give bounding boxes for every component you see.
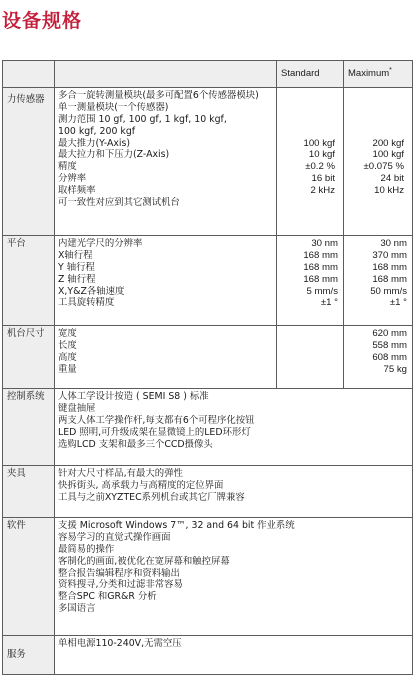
value-line: ±0.2 %	[305, 161, 335, 173]
value-line	[280, 340, 338, 352]
feature-list	[55, 466, 413, 518]
maximum-values	[344, 236, 413, 326]
value-line: 50 mm/s	[370, 285, 407, 297]
feature-line: 工具旋转精度	[58, 297, 115, 309]
value-line	[280, 328, 338, 340]
feature-line: X,Y&Z各轴速度	[58, 285, 125, 297]
category-cell	[3, 466, 55, 518]
value-line	[280, 197, 335, 209]
standard-values	[277, 236, 344, 326]
value-line: 168 mm	[303, 261, 338, 273]
feature-list	[55, 636, 413, 675]
section-row-software	[3, 518, 413, 636]
value-line: 75 kg	[383, 363, 407, 375]
section-row-service	[3, 636, 413, 675]
feature-list	[55, 88, 277, 236]
feature-line: Z 轴行程	[58, 273, 96, 285]
value-line	[280, 126, 335, 138]
spec-table	[2, 60, 413, 675]
value-line	[280, 90, 335, 102]
feature-line: 容易学习的直觉式操作画面	[58, 531, 171, 543]
category-cell	[3, 518, 55, 636]
value-line: 168 mm	[372, 261, 407, 273]
category-label: 力传感器	[7, 94, 45, 105]
section-row-control-system	[3, 389, 413, 466]
value-line: 168 mm	[303, 273, 338, 285]
value-line: 10 kHz	[374, 185, 404, 197]
feature-line: 键盘抽屉	[58, 402, 96, 414]
feature-line: Y 轴行程	[58, 261, 95, 273]
feature-line: 单相电源110-240V,无需空压	[58, 638, 182, 649]
feature-line: 工具与之前XYZTEC系列机台或其它厂牌兼容	[58, 491, 245, 503]
section-row-fixture	[3, 466, 413, 518]
feature-line: X轴行程	[58, 249, 93, 261]
value-line: 370 mm	[372, 249, 407, 261]
value-line: 10 kgf	[308, 149, 335, 161]
standard-values	[277, 326, 344, 389]
value-line: 200 kgf	[372, 137, 404, 149]
category-label: 平台	[7, 238, 26, 249]
feature-line: 多合一旋转测量模块(最多可配置6个传感器模块)	[58, 90, 259, 101]
value-line: 100 kgf	[303, 137, 335, 149]
category-cell	[3, 636, 55, 675]
feature-line: 最大拉力和下压力(Z-Axis)	[58, 149, 170, 161]
value-line	[347, 102, 404, 114]
feature-line: LED 照明,可升级成架在显微镜上的LED环形灯	[58, 426, 251, 438]
value-line	[280, 352, 338, 364]
feature-line: 支援 Microsoft Windows 7™, 32 and 64 bit 作业系统	[58, 520, 295, 531]
value-line: ±0.075 %	[363, 161, 404, 173]
header-blank-cell	[55, 61, 277, 88]
feature-line: 分辨率	[58, 173, 87, 185]
value-line	[347, 114, 404, 126]
feature-line: 整合报告编辑程序和资料输出	[58, 567, 180, 579]
maximum-label: Maximum	[348, 68, 390, 80]
feature-list	[55, 518, 413, 636]
feature-line: 长度	[58, 339, 77, 351]
feature-line: 宽度	[58, 328, 77, 339]
maximum-values	[344, 88, 413, 236]
feature-line: 可一致性对应到其它测试机台	[58, 197, 180, 209]
value-line: 168 mm	[372, 273, 407, 285]
feature-line: 重量	[58, 363, 77, 375]
header-blank-cell	[3, 61, 55, 88]
value-line: 168 mm	[303, 249, 338, 261]
maximum-values	[344, 326, 413, 389]
standard-label: Standard	[281, 68, 320, 80]
value-line: ±1 °	[389, 297, 407, 309]
value-line	[280, 102, 335, 114]
feature-line: 单一测量模块(一个传感器)	[58, 101, 169, 113]
value-line: 100 kgf	[372, 149, 404, 161]
value-line	[347, 126, 404, 138]
feature-line: 选购LCD 支架和最多三个CCD摄像头	[58, 438, 213, 450]
category-cell	[3, 88, 55, 236]
feature-list	[55, 389, 413, 466]
feature-line: 最简易的操作	[58, 543, 115, 555]
category-label: 控制系统	[7, 391, 45, 402]
feature-line: 客制化的画面,被优化在宽屏幕和触控屏幕	[58, 555, 230, 567]
feature-line: 测力范围 10 gf, 100 gf, 1 kgf, 10 kgf,	[58, 113, 227, 125]
standard-values	[277, 88, 344, 236]
feature-line: 取样频率	[58, 185, 96, 197]
category-label: 机台尺寸	[7, 328, 45, 339]
table-header-row	[3, 61, 413, 88]
maximum-footnote-mark: *	[389, 66, 392, 74]
feature-line: 内建光学尺的分辨率	[58, 238, 143, 249]
value-line: 620 mm	[372, 328, 407, 339]
section-row-platform	[3, 236, 413, 326]
value-line	[347, 197, 404, 209]
page-title: 设备规格	[2, 10, 83, 32]
feature-line: 多国语言	[58, 603, 96, 615]
value-line: 16 bit	[311, 173, 335, 185]
value-line: 30 nm	[311, 238, 338, 249]
feature-line: 最大推力(Y-Axis)	[58, 137, 131, 149]
feature-line: 100 kgf, 200 kgf	[58, 125, 136, 137]
value-line	[280, 364, 338, 376]
category-cell	[3, 389, 55, 466]
feature-line: 整合SPC 和GR&R 分析	[58, 591, 157, 603]
value-line: 608 mm	[372, 351, 407, 363]
section-row-force-sensor	[3, 88, 413, 236]
feature-line: 快拆街头, 高承载力与高精度的定位界面	[58, 479, 224, 491]
value-line: 5 mm/s	[306, 285, 338, 297]
feature-line: 两支人体工学操作杆,每支都有6个可程序化按钮	[58, 414, 255, 426]
value-line	[280, 114, 335, 126]
category-label: 软件	[7, 520, 26, 531]
feature-list	[55, 236, 277, 326]
value-line: 30 nm	[380, 238, 407, 249]
feature-line: 资料搜寻,分类和过滤非常容易	[58, 579, 183, 591]
category-cell	[3, 326, 55, 389]
column-header-standard	[277, 61, 344, 88]
section-row-machine-size	[3, 326, 413, 389]
feature-line: 高度	[58, 351, 77, 363]
column-header-maximum	[344, 61, 413, 88]
feature-line: 精度	[58, 161, 77, 173]
value-line: 2 kHz	[310, 185, 335, 197]
feature-list	[55, 326, 277, 389]
value-line: ±1 °	[320, 297, 338, 309]
category-label: 夹具	[7, 468, 26, 479]
value-line	[347, 90, 404, 102]
feature-line: 针对大尺寸样品,有最大的弹性	[58, 468, 183, 479]
feature-line: 人体工学设计按造 ( SEMI S8 ) 标准	[58, 391, 209, 402]
category-cell	[3, 236, 55, 326]
value-line: 24 bit	[380, 173, 404, 185]
value-line: 558 mm	[372, 339, 407, 351]
category-label: 服务	[7, 649, 26, 661]
